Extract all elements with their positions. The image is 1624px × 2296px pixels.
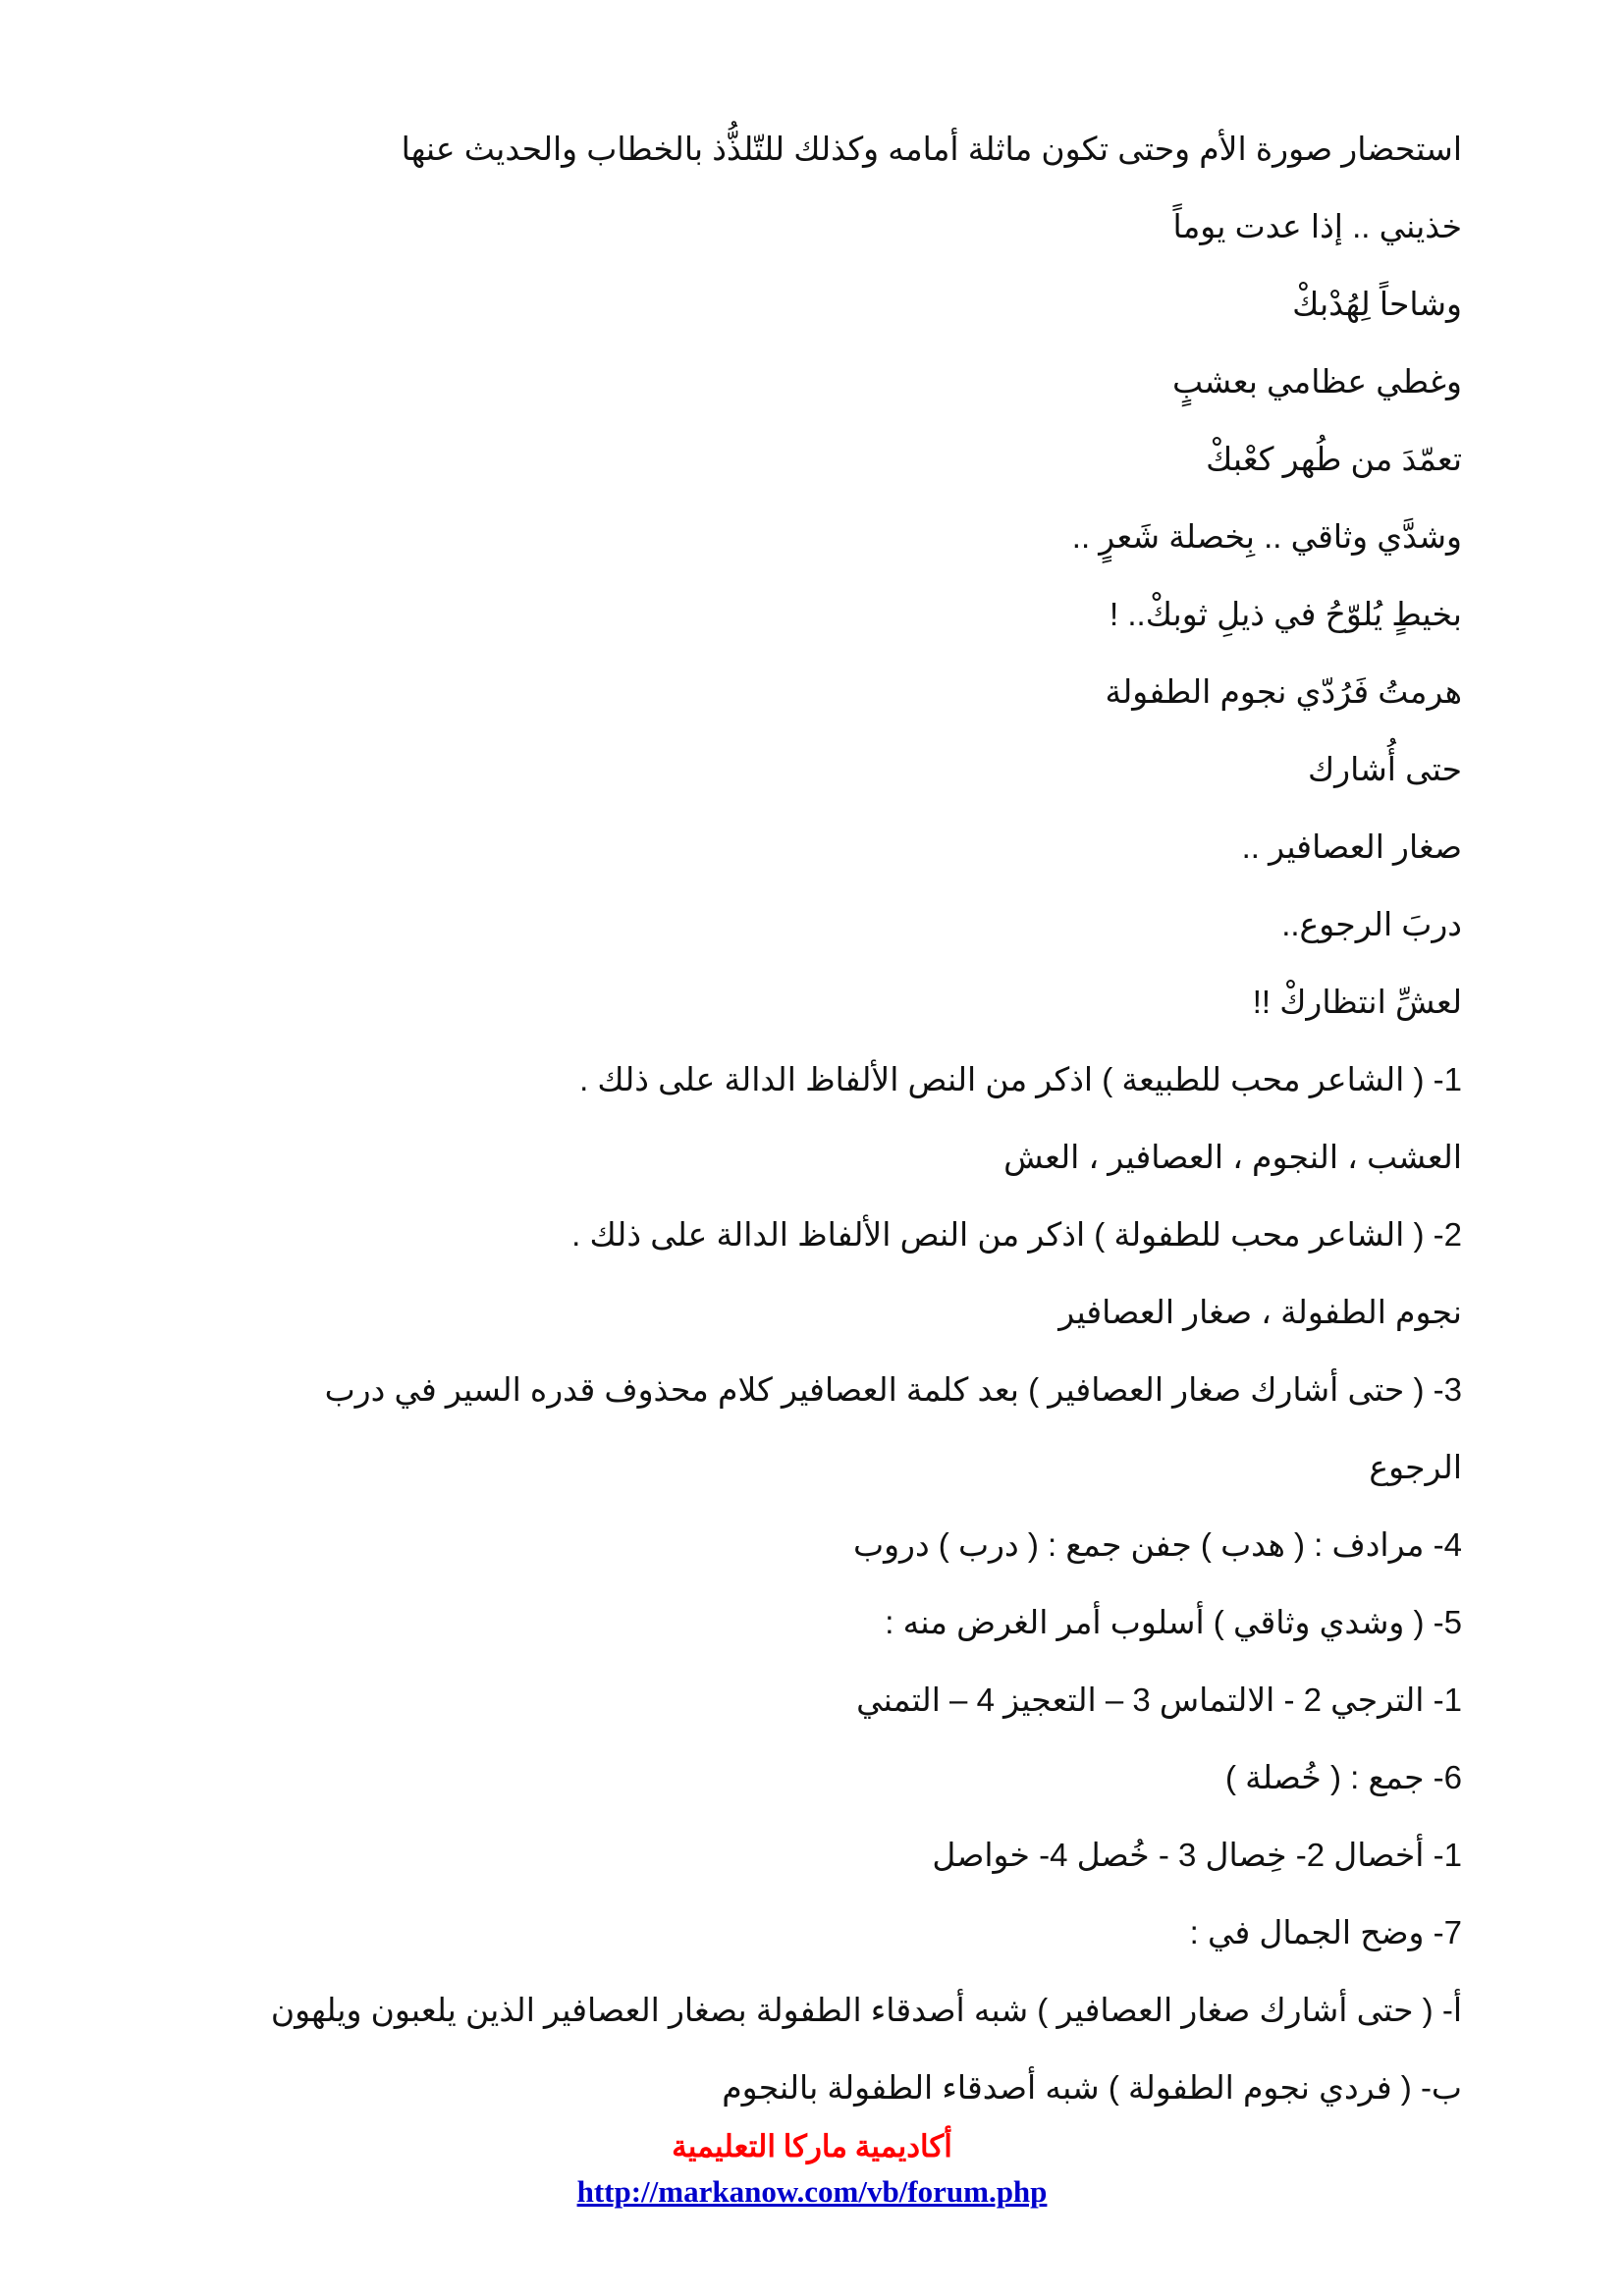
question-line: 7- وضح الجمال في : xyxy=(1189,1914,1462,1950)
answer-line: أ- ( حتى أشارك صغار العصافير ) شبه أصدقاء الطفولة بصغار العصافير الذين يلعبون ويلهون xyxy=(270,1992,1462,2028)
poem-line: لعشِّ انتظاركْ !! xyxy=(1252,984,1462,1020)
footer-academy-title: أكاديمية ماركا التعليمية xyxy=(672,2129,952,2163)
poem-line: صغار العصافير .. xyxy=(1241,828,1462,865)
question-line: 1- ( الشاعر محب للطبيعة ) اذكر من النص الألفاظ الدالة على ذلك . xyxy=(579,1061,1462,1097)
question-line: 5- ( وشدي وثاقي ) أسلوب أمر الغرض منه : xyxy=(885,1604,1462,1640)
question-line: 2- ( الشاعر محب للطفولة ) اذكر من النص الألفاظ الدالة على ذلك . xyxy=(571,1216,1462,1253)
poem-line: وشدَّي وثاقي .. بِخصلة شَعرٍ .. xyxy=(1071,518,1462,555)
answer-line: ب- ( فردي نجوم الطفولة ) شبه أصدقاء الطفولة بالنجوم xyxy=(722,2069,1462,2106)
question-line-continued: الرجوع xyxy=(1369,1449,1462,1485)
text-line: استحضار صورة الأم وحتى تكون ماثلة أمامه وكذلك للتّلذُّذ بالخطاب والحديث عنها xyxy=(401,131,1462,167)
poem-line: وغطي عظامي بعشبٍ xyxy=(1171,363,1462,400)
poem-line: خذيني .. إذا عدت يوماً xyxy=(1172,208,1462,244)
question-line: 6- جمع : ( خُصلة ) xyxy=(1224,1759,1462,1795)
poem-line: تعمّدَ من طُهر كعْبكْ xyxy=(1206,441,1462,477)
options-line: 1- أخصال 2- خِصال 3 - خُصل 4- خواصل xyxy=(932,1837,1462,1873)
document-body xyxy=(157,110,1462,2126)
answer-line: نجوم الطفولة ، صغار العصافير xyxy=(1058,1294,1462,1330)
poem-line: دربَ الرجوع.. xyxy=(1281,906,1462,942)
answer-line: العشب ، النجوم ، العصافير ، العش xyxy=(1003,1139,1462,1175)
poem-line: بخيطٍ يُلوّحُ في ذيلِ ثوبكْ.. ! xyxy=(1110,596,1462,632)
options-line: 1- الترجي 2 - الالتماس 3 – التعجيز 4 – التمني xyxy=(856,1682,1462,1718)
poem-line: هرمتُ فَرُدّي نجوم الطفولة xyxy=(1105,673,1462,710)
poem-line: حتى أُشارك xyxy=(1307,751,1462,787)
poem-line: وشاحاً لِهُدْبكْ xyxy=(1292,286,1462,322)
page-footer xyxy=(0,2125,1624,2214)
question-line: 4- مرادف : ( هدب ) جفن جمع : ( درب ) دروب xyxy=(853,1526,1462,1563)
question-line: 3- ( حتى أشارك صغار العصافير ) بعد كلمة العصافير كلام محذوف قدره السير في درب xyxy=(324,1371,1462,1408)
footer-forum-link[interactable]: http://markanow.com/vb/forum.php xyxy=(576,2174,1048,2209)
